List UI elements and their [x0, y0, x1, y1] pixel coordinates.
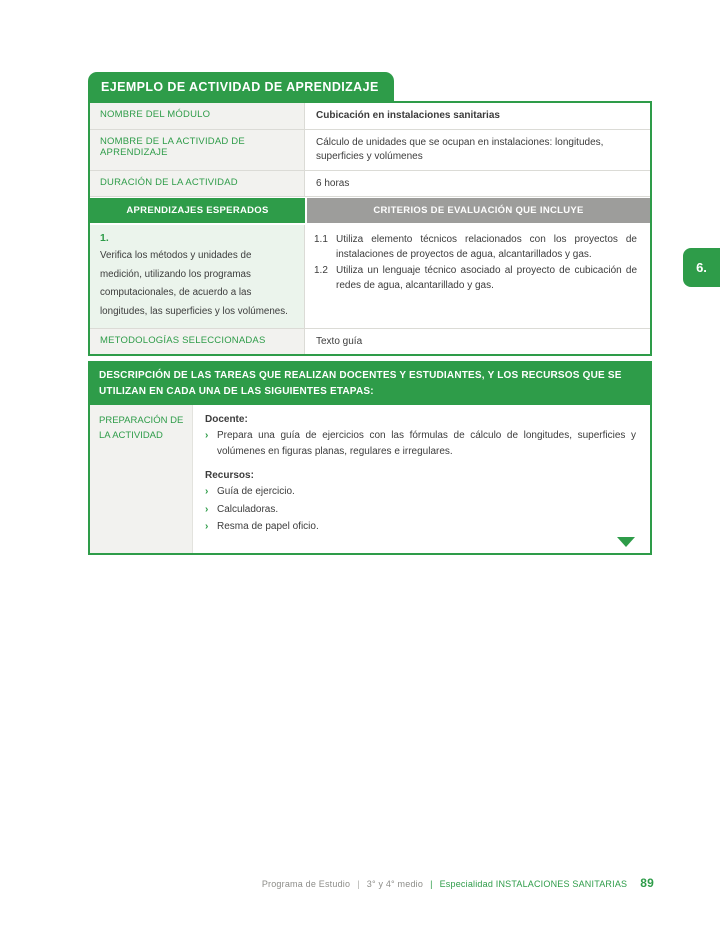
criteria-item-number: 1.2 — [314, 265, 328, 276]
criteria-cell — [305, 225, 650, 329]
recursos-item-text: Guía de ejercicio. — [217, 486, 295, 498]
criteria-item-text: Utiliza elemento técnicos relacionados con los proyectos de instalaciones de proyectos de agua, alcantarillados y gas. — [336, 234, 637, 260]
activity-name-row — [90, 130, 650, 171]
footer-separator: | — [357, 879, 360, 889]
methodology-label: METODOLOGÍAS SELECCIONADAS — [90, 329, 305, 355]
expected-learning-cell — [90, 225, 305, 329]
tasks-description-banner: DESCRIPCIÓN DE LAS TAREAS QUE REALIZAN DOCENTES Y ESTUDIANTES, Y LOS RECURSOS QUE SE UTILIZAN EN CADA UNA DE LAS SIGUIENTES ETAPAS: — [90, 363, 650, 405]
bullet-icon: › — [205, 521, 209, 533]
recursos-item-text: Resma de papel oficio. — [217, 521, 319, 533]
footer-separator: | — [430, 879, 433, 889]
learning-header-cell: APRENDIZAJES ESPERADOS — [90, 198, 305, 223]
criteria-item-text: Utiliza un lenguaje técnico asociado al proyecto de cubicación de redes de agua, alcantarillado y gas. — [336, 265, 637, 291]
recursos-list-item — [205, 519, 636, 535]
activity-name-value: Cálculo de unidades que se ocupan en instalaciones: longitudes, superficies y volúmenes — [305, 130, 650, 171]
section-number: 6. — [696, 260, 707, 275]
footer-grade-text: 3° y 4° medio — [366, 879, 424, 889]
recursos-list-item — [205, 502, 636, 518]
recursos-list-item — [205, 484, 636, 500]
learning-criteria-body-row — [90, 225, 650, 329]
learning-text: Verifica los métodos y unidades de medición, utilizando los programas computacionales, de acuerdo a las longitudes, las superficies y los volúmenes. — [100, 250, 288, 318]
bullet-icon: › — [205, 503, 209, 515]
section-number-tab — [683, 248, 720, 287]
module-name-row — [90, 103, 650, 130]
page-number: 89 — [640, 876, 654, 890]
tasks-description-table — [88, 361, 652, 555]
learning-number: 1. — [100, 232, 109, 244]
activity-example-title: EJEMPLO DE ACTIVIDAD DE APRENDIZAJE — [101, 80, 379, 94]
recursos-heading: Recursos: — [205, 470, 254, 482]
methodology-value: Texto guía — [316, 335, 363, 347]
preparation-stage-row — [90, 405, 650, 553]
bullet-icon: › — [205, 430, 209, 442]
learning-criteria-header-row — [90, 197, 650, 225]
continuation-arrow-icon — [617, 537, 635, 547]
recursos-item-text: Calculadoras. — [217, 503, 279, 515]
methodology-row — [90, 329, 650, 355]
docente-item-text: Prepara una guía de ejercicios con las fórmulas de cálculo de longitudes, superficies y volúmenes en figuras planas, regulares e irregulares. — [217, 430, 636, 457]
preparation-stage-label: PREPARACIÓN DE LA ACTIVIDAD — [90, 405, 193, 553]
module-name-value: Cubicación en instalaciones sanitarias — [305, 103, 650, 130]
criteria-item — [314, 232, 637, 262]
docente-heading: Docente: — [205, 414, 248, 426]
criteria-header-cell: CRITERIOS DE EVALUACIÓN QUE INCLUYE — [307, 198, 650, 223]
module-name-label: NOMBRE DEL MÓDULO — [90, 103, 305, 130]
activity-info-table — [88, 101, 652, 356]
docente-list-item — [205, 428, 636, 459]
page-footer — [88, 876, 654, 890]
activity-name-label: NOMBRE DE LA ACTIVIDAD DE APRENDIZAJE — [90, 130, 305, 171]
duration-row — [90, 171, 650, 198]
bullet-icon: › — [205, 486, 209, 498]
duration-label: DURACIÓN DE LA ACTIVIDAD — [90, 171, 305, 198]
footer-specialty-text: Especialidad INSTALACIONES SANITARIAS — [439, 879, 628, 889]
page-content — [88, 72, 652, 555]
criteria-item — [314, 263, 637, 293]
duration-value: 6 horas — [305, 171, 650, 198]
footer-program-text: Programa de Estudio — [261, 879, 351, 889]
activity-example-title-tab — [88, 72, 394, 101]
criteria-item-number: 1.1 — [314, 234, 328, 245]
preparation-stage-content — [193, 405, 650, 553]
